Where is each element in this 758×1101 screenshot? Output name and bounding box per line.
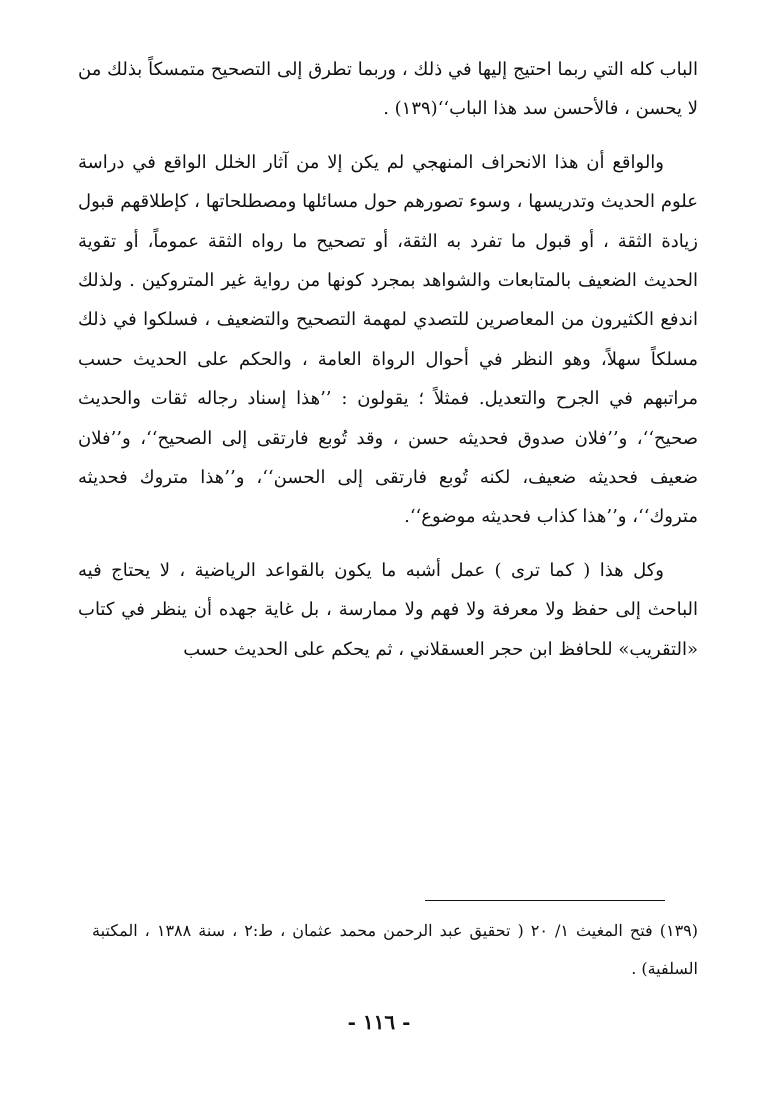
paragraph-2: والواقع أن هذا الانحراف المنهجي لم يكن إلا من آثار الخلل الواقع في دراسة علوم الحديث وتدريسها ، وسوء تصورهم حول مسائلها ومصطلحاتها ، كإطلاقهم قبول زيادة الثقة ، أو قبول ما تفرد به الثقة، أو تصحيح ما رواه الثقة عموماً، أو تقوية الحديث الضعيف بالمتابعات والشواهد بمجرد كونها من رواية غير المتروكين . ولذلك اندفع الكثيرون من المعاصرين للتصدي لمهمة التصحيح والتضعيف ، فسلكوا في ذلك مسلكاً سهلاً، وهو النظر في أحوال الرواة العامة ، والحكم على الحديث حسب مراتبهم في الجرح والتعديل. فمثلاً ؛ يقولون : ’’هذا إسناد رجاله ثقات والحديث صحيح‘‘، و’’فلان صدوق فحديثه حسن ، وقد تُوبع فارتقى إلى الصحيح‘‘، و’’فلان ضعيف فحديثه ضعيف، لكنه تُوبع فارتقى إلى الحسن‘‘، و’’هذا متروك فحديثه متروك‘‘، و’’هذا كذاب فحديثه موضوع‘‘. <box>78 151 698 528</box>
main-text <box>78 50 698 669</box>
footnote-139: (١٣٩) فتح المغيث ١/ ٢٠ ( تحقيق عبد الرحمن محمد عثمان ، ط:٢ ، سنة ١٣٨٨ ، المكتبة السلفية) . <box>92 921 698 978</box>
paragraph-gap <box>78 537 698 551</box>
footnote-divider <box>425 900 665 901</box>
page-number: - ١١٦ - <box>347 1010 411 1034</box>
paragraph-gap <box>78 129 698 143</box>
paragraph-3: وكل هذا ( كما ترى ) عمل أشبه ما يكون بالقواعد الرياضية ، لا يحتاج فيه الباحث إلى حفظ ولا معرفة ولا فهم ولا ممارسة ، بل غاية جهده أن ينظر في كتاب «التقريب» للحافظ ابن حجر العسقلاني ، ثم يحكم على الحديث حسب <box>78 559 698 660</box>
paragraph-1: الباب كله التي ربما احتيج إليها في ذلك ، وربما تطرق إلى التصحيح متمسكاً بذلك من لا يحسن ، فالأحسن سد هذا الباب‘‘(١٣٩) . <box>78 59 698 120</box>
